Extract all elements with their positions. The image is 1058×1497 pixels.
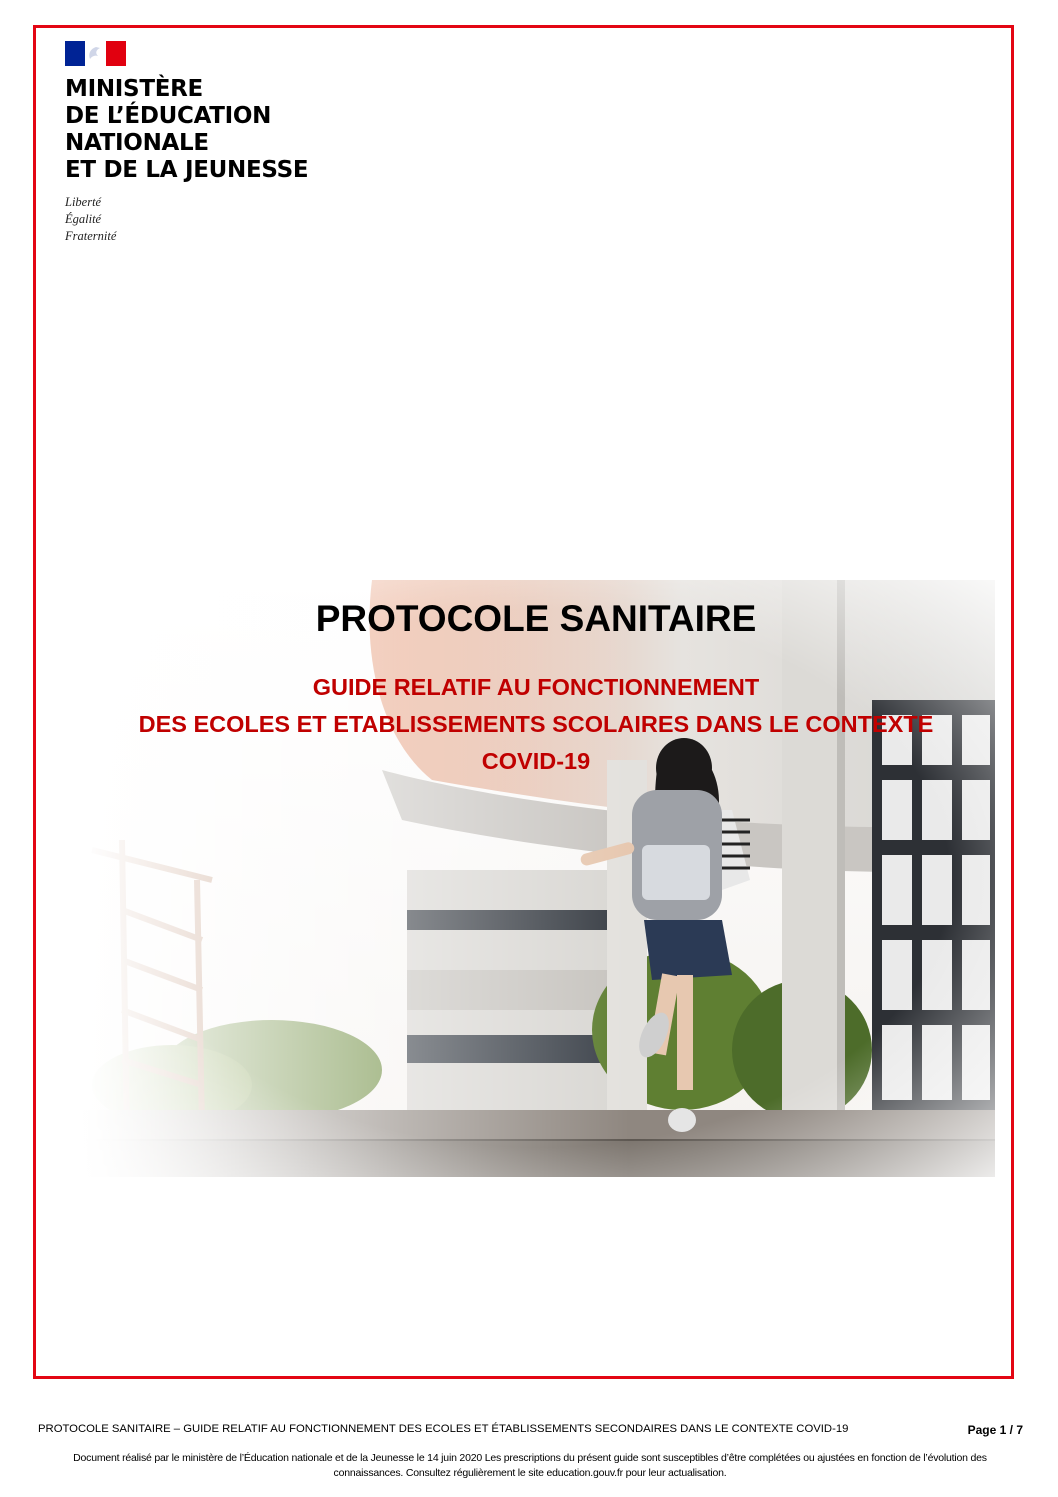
ministry-line: MINISTÈRE [65, 76, 203, 102]
ministry-line: NATIONALE [65, 130, 209, 156]
document-title: PROTOCOLE SANITAIRE [315, 598, 757, 639]
ministry-name [65, 76, 308, 184]
footer-note: Document réalisé par le ministère de l’Éducation nationale et de la Jeunesse le 14 juin 2020 Les prescriptions du présent guide sont susceptibles d’être complétées ou ajustées en fonction de l’évolution des connaissances. Consultez régulièrement le site education.gouv.fr pour leur actualisation. [73, 1452, 987, 1479]
republic-motto [65, 194, 308, 245]
motto-line: Liberté [65, 195, 102, 209]
subtitle-line: COVID-19 [481, 748, 591, 774]
page-number: Page 1 / 7 [967, 1423, 1023, 1437]
ministry-line: ET DE LA JEUNESSE [65, 157, 309, 183]
subtitle-line: DES ECOLES ET ETABLISSEMENTS SCOLAIRES DANS LE CONTEXTE [138, 711, 934, 737]
motto-line: Fraternité [65, 229, 117, 243]
document-subtitle [33, 669, 1039, 780]
ministry-line: DE L’ÉDUCATION [65, 103, 272, 129]
subtitle-line: GUIDE RELATIF AU FONCTIONNEMENT [312, 674, 760, 700]
motto-line: Égalité [65, 212, 102, 226]
ministry-logo [65, 41, 308, 245]
french-flag-icon [65, 41, 126, 66]
running-title: PROTOCOLE SANITAIRE – GUIDE RELATIF AU FONCTIONNEMENT DES ECOLES ET ÉTABLISSEMENTS SECONDAIRES DANS LE CONTEXTE COVID-19 [38, 1423, 849, 1435]
